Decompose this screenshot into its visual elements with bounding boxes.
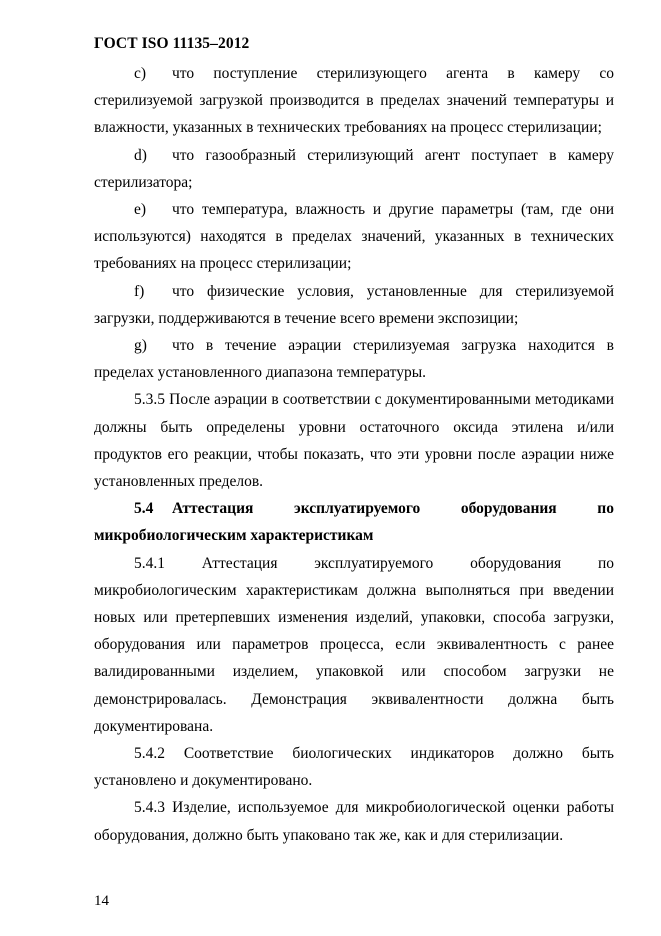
list-item-e <box>94 196 614 278</box>
list-item-f <box>94 278 614 332</box>
list-item-text: что температура, влажность и другие параметры (там, где они используются) находятся в пределах значений, указанных в технических требованиях на процесс стерилизации; <box>94 201 614 273</box>
list-item-text: что в течение аэрации стерилизуемая загрузка находится в пределах установленного диапазона температуры. <box>94 337 614 382</box>
list-item-text: что поступление стерилизующего агента в камеру со стерилизуемой загрузкой производится в пределах значений температуры и влажности, указанных в технических требованиях на процесс стерилизации; <box>94 65 614 137</box>
section-heading-5-4 <box>94 495 614 549</box>
list-item-d <box>94 142 614 196</box>
list-marker: g) <box>134 337 147 355</box>
list-item-text: что газообразный стерилизующий агент поступает в камеру стерилизатора; <box>94 146 614 191</box>
paragraph-5-3-5: 5.3.5 После аэрации в соответствии с документированными методиками должны быть определены уровни остаточного оксида этилена и/или продуктов его реакции, чтобы показать, что эти уровни после аэрации ниже установленных пределов. <box>94 391 614 491</box>
list-marker: c) <box>134 65 147 82</box>
list-item-c <box>94 60 614 142</box>
list-marker: f) <box>134 282 145 300</box>
list-marker: e) <box>134 201 147 219</box>
document-header: ГОСТ ISO 11135–2012 <box>94 35 250 52</box>
page-content <box>94 60 614 849</box>
paragraph-5-4-3: 5.4.3 Изделие, используемое для микробиологической оценки работы оборудования, должно быть упаковано так же, как и для стерилизации. <box>94 799 614 844</box>
paragraph-5-4-1: 5.4.1 Аттестация эксплуатируемого оборудования по микробиологическим характеристикам должна выполняться при введении новых или претерпевших изменения изделий, упаковки, способа загрузки, оборудования или параметров процесса, если эквивалентность с ранее валидированными изделием, упаковкой или способом загрузки не демонстрировалась. Демонстрация эквивалентности должна быть документирована. <box>94 554 614 735</box>
paragraph-5-4-2: 5.4.2 Соответствие биологических индикаторов должно быть установлено и документировано. <box>94 745 614 790</box>
section-title: Аттестация эксплуатируемого оборудования по микробиологическим характеристикам <box>94 500 614 545</box>
section-number: 5.4 <box>134 500 154 518</box>
list-item-text: что физические условия, установленные для стерилизуемой загрузки, поддерживаются в течение всего времени экспозиции; <box>94 282 614 327</box>
list-marker: d) <box>134 146 147 164</box>
list-item-g <box>94 332 614 386</box>
page-number: 14 <box>94 893 109 909</box>
